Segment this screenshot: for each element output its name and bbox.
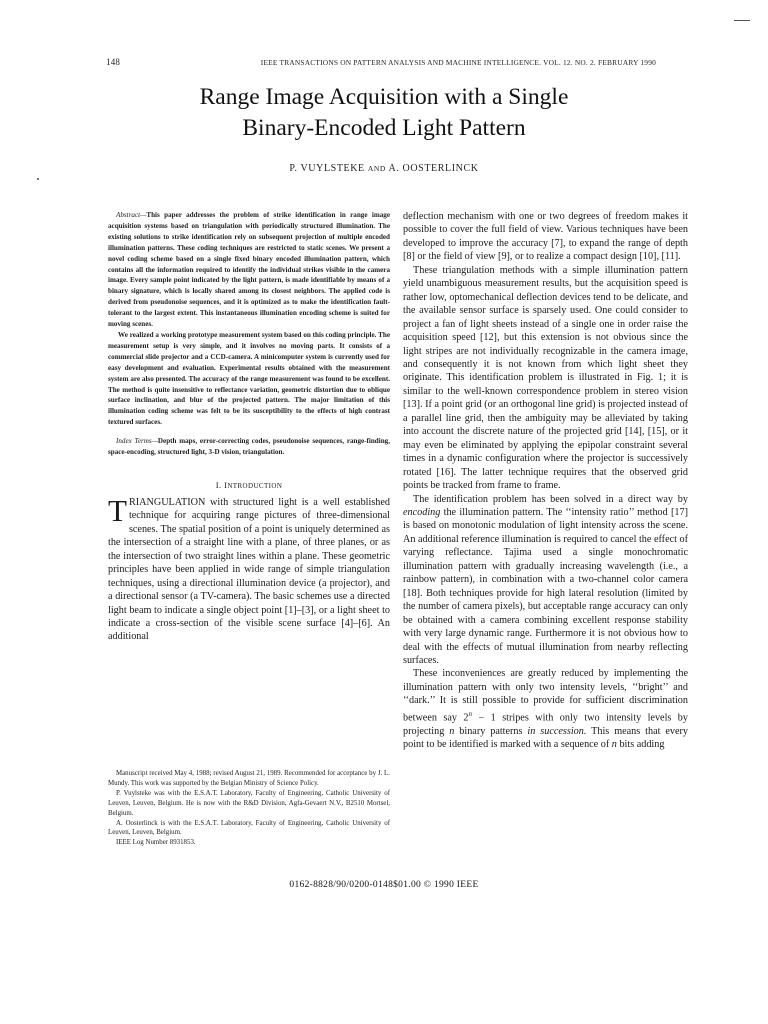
right-paragraph-3 bbox=[403, 493, 688, 668]
abstract bbox=[108, 210, 390, 428]
introduction-text: RIANGULATION with structured light is a well established technique for acquiring range pictures of three-dimensional scenes. The spatial position of a point is uniquely determined as the intersection of a straight line with a plane, of three planes, or as the intersection of two straight lines within a plane. These geometric principles have been applied in wide range of simple triangulation techniques, using a directional illumination device (a projector), and a directional sensor (a TV-camera). The basic schemes use a directed light beam to indicate a single object point [1]–[3], or a light sheet to indicate a cross-section of the visible scene surface [4]–[6]. An additional bbox=[108, 496, 390, 643]
right-paragraph-4 bbox=[403, 667, 688, 751]
footnote-log-number: IEEE Log Number 8931853. bbox=[116, 839, 196, 847]
footnote-author-2: A. Oosterlinck is with the E.S.A.T. Laboratory, Faculty of Engineering, Catholic University of Leuven, Leuven, Belgium. bbox=[108, 819, 390, 837]
p4-variable-n-2: n bbox=[611, 739, 617, 751]
section-title-rest: NTRODUCTION bbox=[227, 481, 283, 490]
p4-text-c: binary patterns bbox=[454, 725, 528, 737]
footnote-manuscript: Manuscript received May 4, 1988; revised August 21, 1989. Recommended for acceptance by J. L. Mundy. This work was supported by the Belgian Ministry of Science Policy. bbox=[108, 770, 390, 787]
title-line-2: Binary-Encoded Light Pattern bbox=[242, 115, 526, 141]
p3-emphasis: encoding bbox=[403, 506, 441, 518]
index-terms bbox=[108, 436, 390, 458]
scan-mark bbox=[734, 20, 750, 21]
section-first-letter: I bbox=[224, 479, 228, 490]
p4-emphasis: in succession. bbox=[527, 725, 587, 737]
author-2: A. OOSTERLINCK bbox=[388, 163, 479, 174]
author-connector: AND bbox=[367, 164, 386, 173]
abstract-text-1: This paper addresses the problem of strike identification in range image acquisition systems based on triangulation with periodically structured illumination. The existing solutions to strike identification rely on subsequent projection of multiple encoded illumination patterns. These coding techniques are restricted to static scenes. We present a novel coding scheme based on a single fixed binary encoded illumination pattern, which contains all the information required to identify the individual strikes visible in the camera image. Every sample point indicated by the light pattern, is made identifiable by means of a binary signature, which is locally shared among its closest neighbors. The applied code is derived from pseudonoise sequences, and it is optimized as to make the identification fault-tolerant to the largest extent. This instantaneous illumination encoding scheme is suited for moving scenes. bbox=[108, 211, 390, 329]
abstract-paragraph-1 bbox=[108, 210, 390, 330]
author-1: P. VUYLSTEKE bbox=[289, 163, 365, 174]
abstract-label: Abstract— bbox=[116, 211, 147, 219]
page-number: 148 bbox=[106, 57, 121, 67]
introduction-paragraph bbox=[108, 492, 390, 644]
footnotes bbox=[108, 769, 390, 848]
index-terms-label: Index Terms— bbox=[116, 437, 158, 446]
abstract-paragraph-2: We realized a working prototype measurement system based on this coding principle. The measurement setup is very simple, and it involves no moving parts. It consists of a commercial slide projector and a CCD-camera. A minicomputer system is currently used for easy development and evaluation. Experimental results obtained with the measurement system are also presented. The accuracy of the range measurement was found to be excellent. The method is quite insensitive to reflectance variation, geometric distortion due to oblique surface inclination, and blur of the projected pattern. The major limitation of this illumination coding scheme was felt to be its susceptibility to the effects of high contrast textured surfaces. bbox=[108, 330, 390, 427]
p4-superscript: n bbox=[468, 709, 473, 718]
right-paragraph-1: deflection mechanism with one or two degrees of freedom makes it possible to cover the full field of view. Various techniques have been developed to improve the accuracy [7], to expand the range of depth [8] or the field of view [9], or to realize a compact design [10], [11]. bbox=[403, 211, 688, 263]
drop-cap: T bbox=[108, 492, 127, 528]
journal-header: IEEE TRANSACTIONS ON PATTERN ANALYSIS AND MACHINE INTELLIGENCE. VOL. 12. NO. 2. FEBRUARY 1990 bbox=[260, 58, 656, 67]
p4-variable-n: n bbox=[449, 725, 455, 737]
index-terms-text: Depth maps, error-correcting codes, pseudonoise sequences, range-finding, space-encoding, structured light, 3-D vision, triangulation. bbox=[108, 437, 390, 457]
author-line bbox=[60, 163, 708, 174]
running-head bbox=[106, 57, 656, 71]
p4-text-b: − 1 stripes with only two intensity levels by projecting bbox=[403, 712, 688, 737]
p3-text-b: the illumination pattern. The ‘‘intensity ratio’’ method [17] is based on monotonic modulation of light intensity across the scene. An additional reference illumination is required to cancel the effect of varying reflectance. Tajima used a single monochromatic illumination pattern with gradually increasing wavelength (i.e., a rainbow pattern), in combination with a two-channel color camera [18]. Both techniques provide for high lateral resolution (limited by the number of camera pixels), but acceptable range accuracy can only be obtained with a camera combining excellent response stability with very large dynamic range. Furthermore it is not obvious how to deal with the effects of mutual illumination from nearby reflecting surfaces. bbox=[403, 506, 688, 666]
section-numeral: I. bbox=[215, 479, 222, 490]
p4-text-d: This means that every point to be identified is marked with a sequence of bbox=[403, 725, 688, 751]
section-heading-introduction bbox=[108, 480, 390, 490]
title-line-1: Range Image Acquisition with a Single bbox=[199, 84, 569, 110]
footnote-author-1: P. Vuylsteke was with the E.S.A.T. Laboratory, Faculty of Engineering, Catholic University of Leuven, Leuven, Belgium. He is now with the R&D Division, Agfa-Gevaert N.V., B2510 Mortsel, Belgium. bbox=[108, 789, 390, 817]
copyright-line: 0162-8828/90/0200-0148$01.00 © 1990 IEEE bbox=[289, 880, 479, 890]
right-column bbox=[403, 210, 688, 752]
p3-text-a: The identification problem has been solved in a direct way by bbox=[413, 493, 688, 505]
right-paragraph-2: These triangulation methods with a simple illumination pattern yield unambiguous measurement results, but the acquisition speed is rather low, optomechanical deflection devices tend to be delicate, and the available sensor surface is sparsely used. One could consider to project a fan of light sheets instead of a single one in order raise the acquisition speed [12], but this extension is not obvious since the light stripes are not individually recognizable in the camera image, and consequently it is not known from which light sheet they originate. This identification problem is illustrated in Fig. 1; it is similar to the well-known correspondence problem in stereo vision [13]. If a point grid (or an orthogonal line grid) is projected instead of a parallel line grid, then the ambiguity may be alleviated by taking into account the discrete nature of the projected grid [14], [15], or it may even be eliminated by applying the epipolar constraint several times in a dynamic configuration where the projector is successively rotated [16]. The latter technique requires that the observed grid points be tracked from frame to frame. bbox=[403, 264, 688, 492]
p4-text-e: bits adding bbox=[616, 739, 665, 751]
scan-speck bbox=[37, 178, 39, 180]
p4-text-a: These inconveniences are greatly reduced by implementing the illumination pattern with only two intensity levels, ‘‘bright’’ and ‘‘dark.’’ It is still possible to provide for sufficient discrimination between say 2 bbox=[403, 668, 688, 724]
left-column bbox=[108, 210, 390, 644]
paper-title bbox=[60, 82, 708, 144]
